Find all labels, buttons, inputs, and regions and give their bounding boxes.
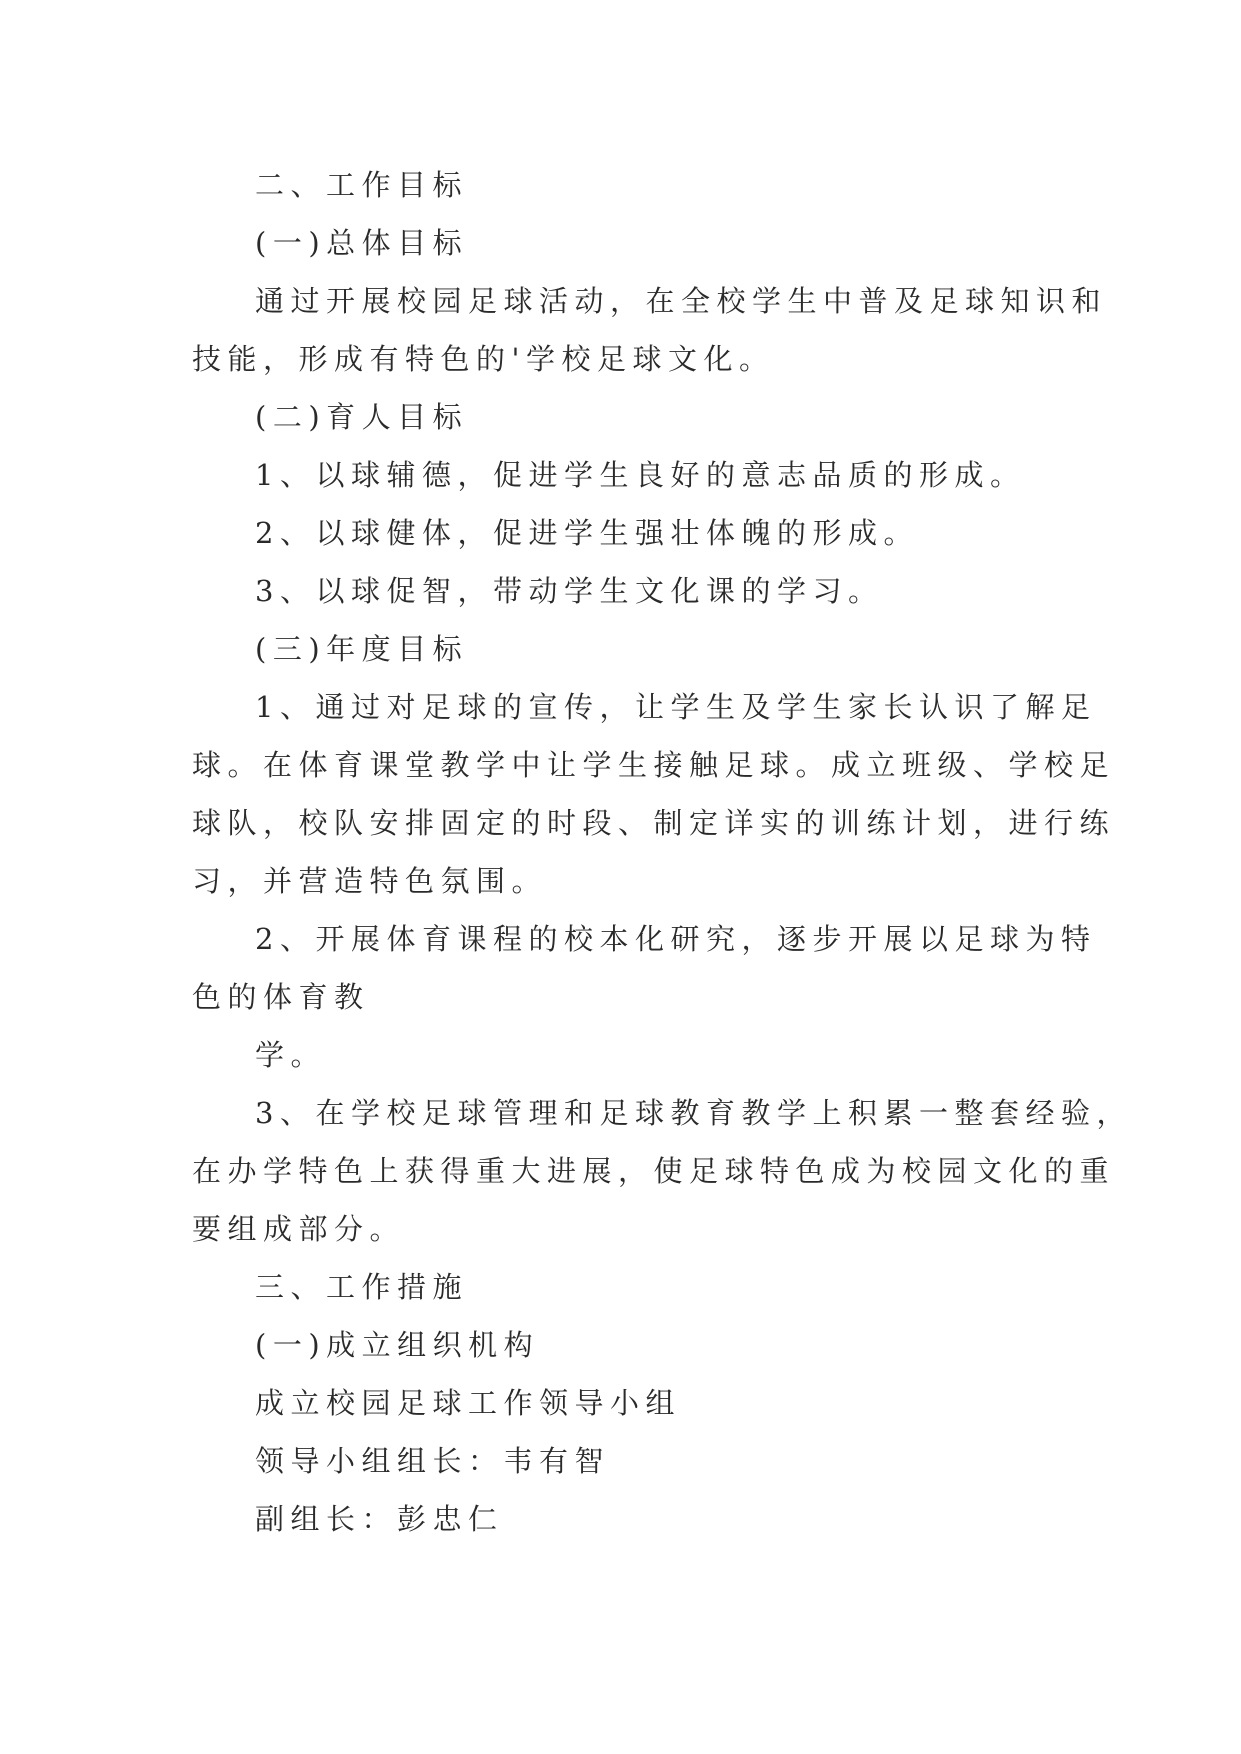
subheading-organization: (一)成立组织机构 (255, 1328, 540, 1362)
section-heading-work-measures: 三、工作措施 (255, 1270, 469, 1304)
paragraph-line: 成立校园足球工作领导小组 (255, 1386, 682, 1420)
subheading-annual-goal: (三)年度目标 (255, 632, 469, 666)
paragraph-line: 2、开展体育课程的校本化研究，逐步开展以足球为特 (255, 922, 1097, 956)
list-item: 3、以球促智，带动学生文化课的学习。 (255, 574, 884, 608)
paragraph-line: 技能，形成有特色的'学校足球文化。 (192, 342, 775, 376)
paragraph-line: 通过开展校园足球活动，在全校学生中普及足球知识和 (255, 284, 1108, 318)
paragraph-line: 副组长：彭忠仁 (255, 1502, 504, 1536)
paragraph-line: 球。在体育课堂教学中让学生接触足球。成立班级、学校足 (192, 748, 1116, 782)
list-item: 1、以球辅德，促进学生良好的意志品质的形成。 (255, 458, 1026, 492)
paragraph-line: 球队，校队安排固定的时段、制定详实的训练计划，进行练 (192, 806, 1116, 840)
section-heading-work-goals: 二、工作目标 (255, 168, 469, 202)
paragraph-line: 3、在学校足球管理和足球教育教学上积累一整套经验， (255, 1096, 1132, 1130)
paragraph-line: 要组成部分。 (192, 1212, 406, 1246)
paragraph-line: 1、通过对足球的宣传，让学生及学生家长认识了解足 (255, 690, 1097, 724)
paragraph-line: 领导小组组长：韦有智 (255, 1444, 611, 1478)
subheading-overall-goal: (一)总体目标 (255, 226, 469, 260)
list-item: 2、以球健体，促进学生强壮体魄的形成。 (255, 516, 919, 550)
paragraph-line: 在办学特色上获得重大进展，使足球特色成为校园文化的重 (192, 1154, 1116, 1188)
paragraph-line: 色的体育教 (192, 980, 370, 1014)
subheading-education-goal: (二)育人目标 (255, 400, 469, 434)
paragraph-line: 习，并营造特色氛围。 (192, 864, 548, 898)
paragraph-line: 学。 (255, 1038, 327, 1072)
